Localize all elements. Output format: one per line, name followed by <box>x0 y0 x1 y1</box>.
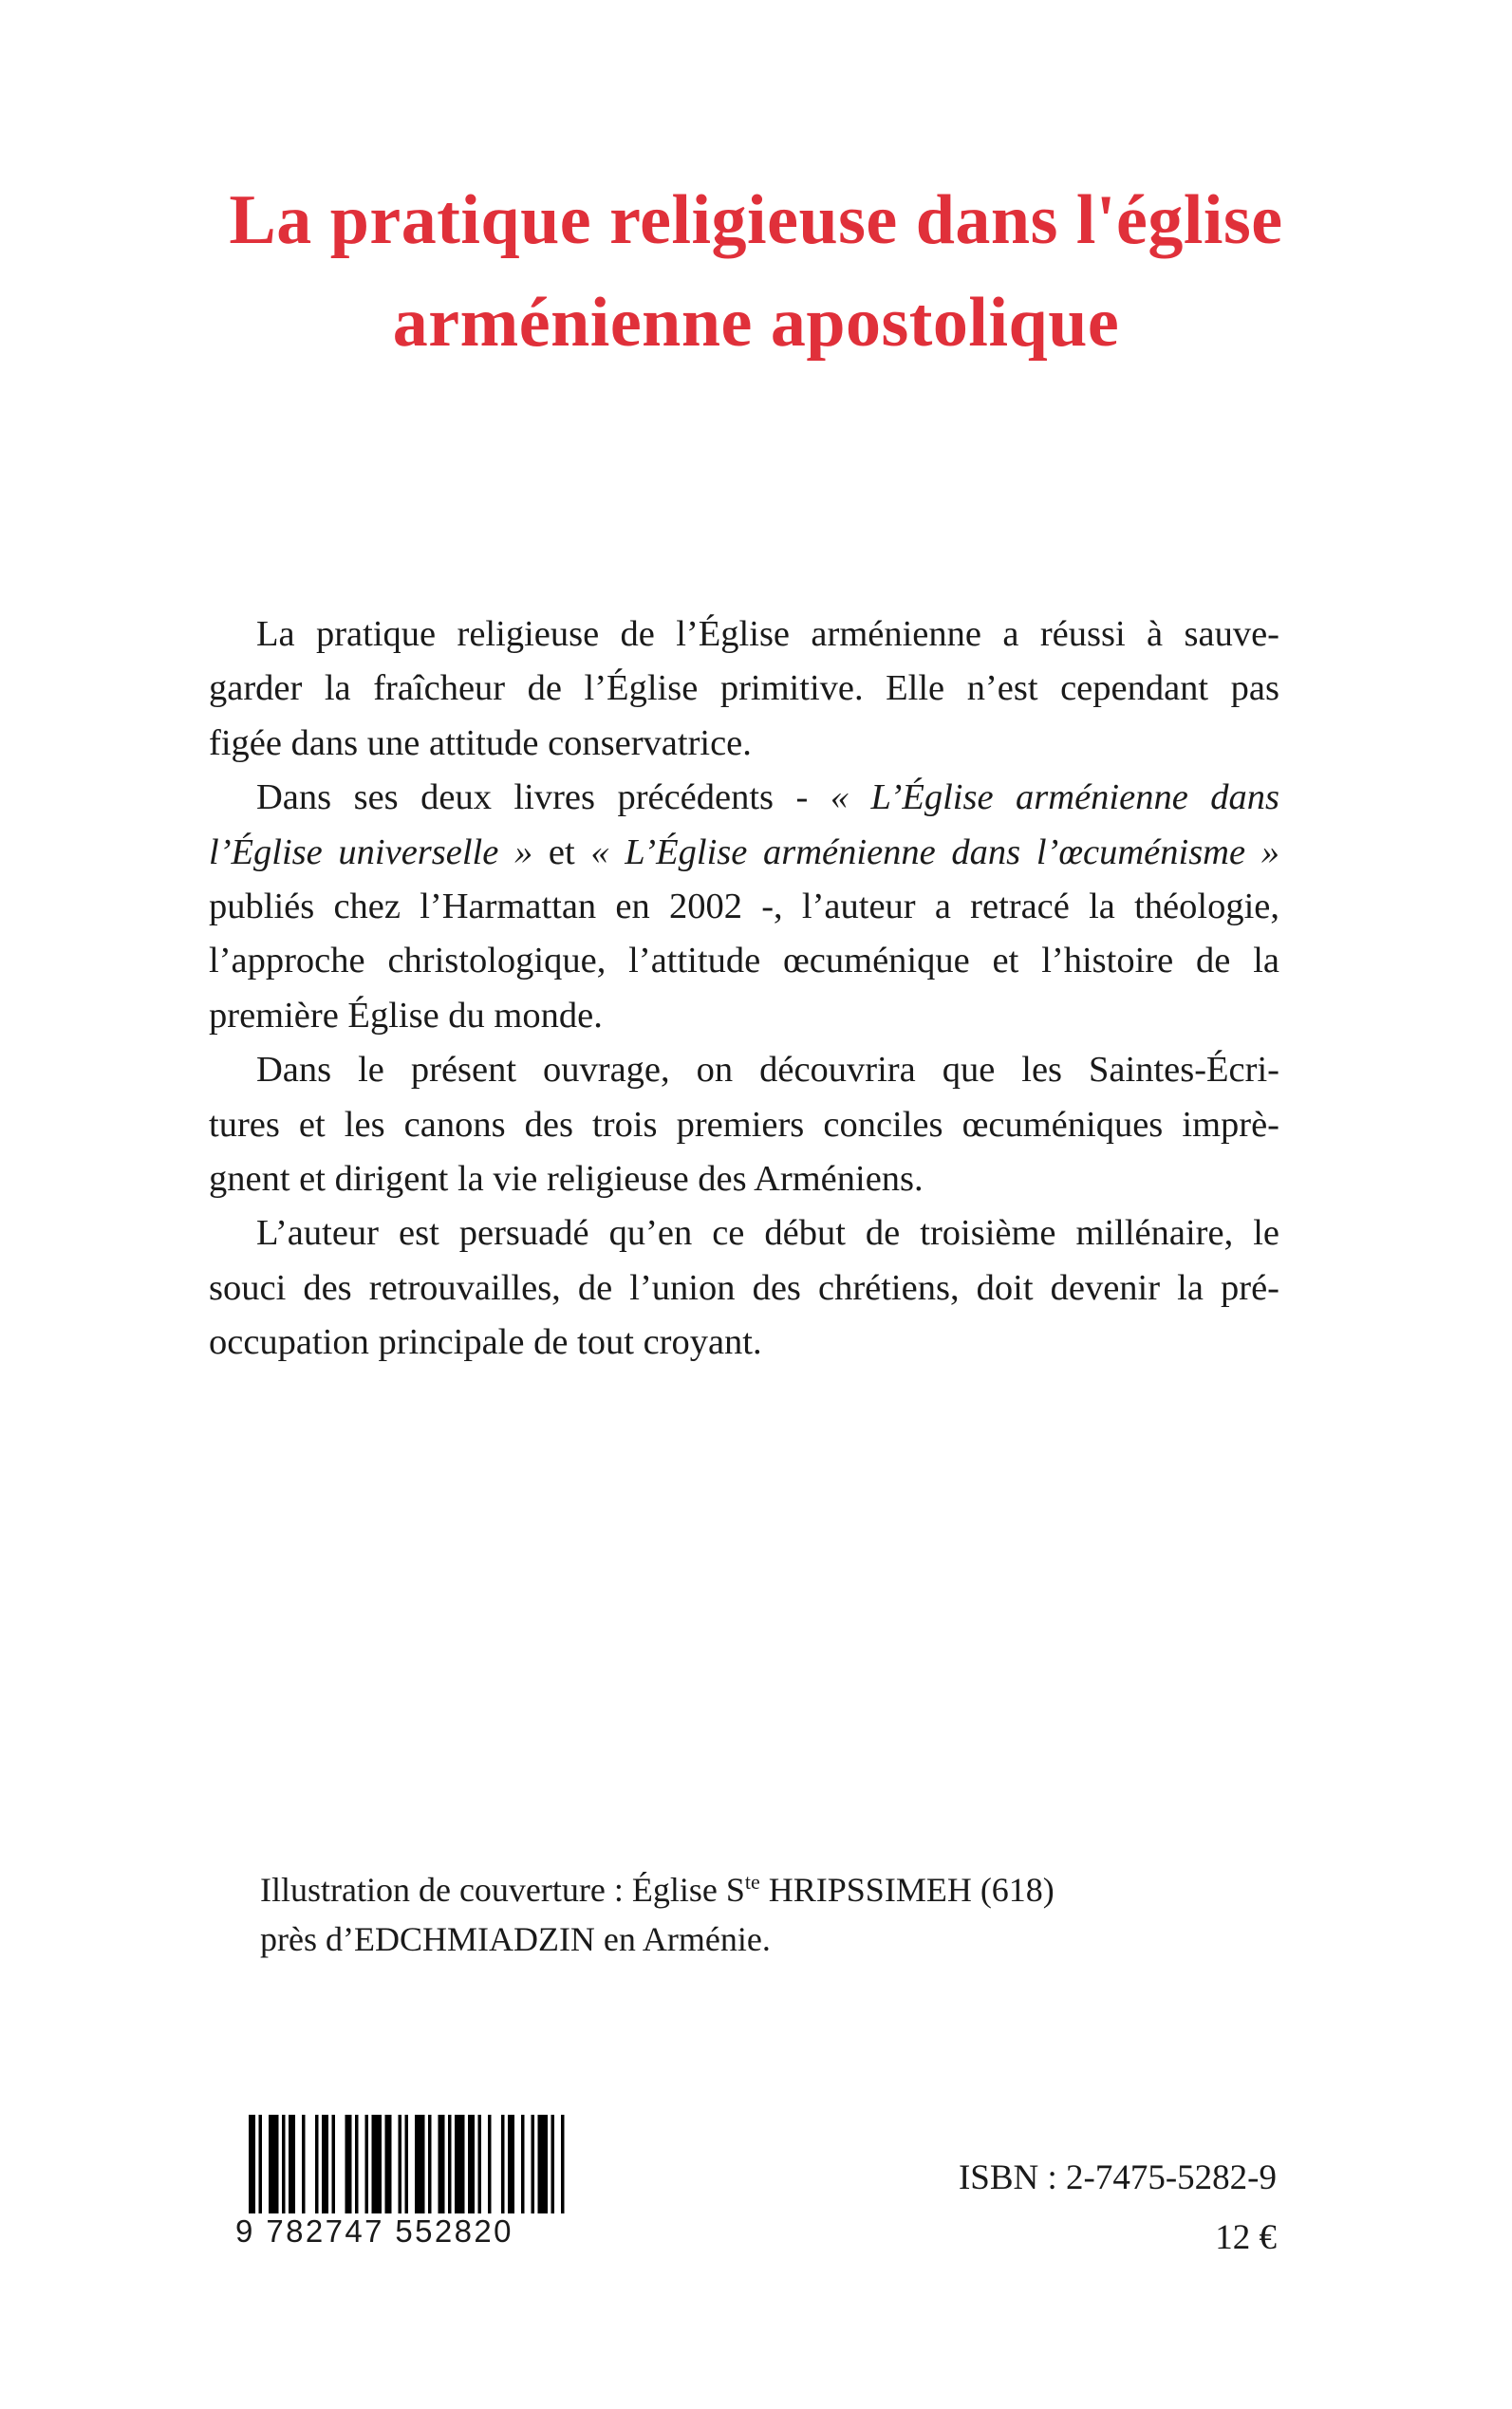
blurb-line: figée dans une attitude conservatrice. <box>209 722 752 763</box>
barcode-bar <box>448 2115 452 2213</box>
blurb-text-run: Dans ses deux livres précédents - <box>256 777 831 818</box>
barcode-bar <box>322 2115 328 2213</box>
book-reference-1-end: l’Église universelle » <box>209 831 533 872</box>
blurb-line: l’approche christologique, l’attitude œcuménique et l’histoire de la <box>209 941 1279 981</box>
blurb-line <box>209 826 1279 880</box>
blurb-line: garder la fraîcheur de l’Église primitive. Elle n’est cependant pas <box>209 668 1279 709</box>
barcode-bar <box>372 2115 383 2213</box>
barcode-bar <box>428 2115 432 2213</box>
isbn: ISBN : 2-7475-5282-9 <box>958 2158 1277 2197</box>
barcode-bar <box>289 2115 295 2213</box>
caption-line-1 <box>260 1865 1055 1914</box>
book-reference-2: « L’Église arménienne dans l’œcuménisme » <box>590 831 1279 872</box>
blurb-text-run: et <box>532 831 591 872</box>
blurb-line: publiés chez l’Harmattan en 2002 -, l’auteur a retracé la théologie, <box>209 887 1279 927</box>
book-reference-1: « L’Église arménienne dans <box>830 777 1279 818</box>
blurb-line: tures et les canons des trois premiers conciles œcuméniques imprè- <box>209 1104 1279 1145</box>
barcode-bar <box>345 2115 352 2213</box>
barcode-bar <box>332 2115 336 2213</box>
barcode-bar <box>532 2115 535 2213</box>
barcode-bar <box>501 2115 505 2213</box>
price: 12 € <box>1215 2218 1277 2257</box>
blurb-line: souci des retrouvailles, de l’union des chrétiens, doit devenir la pré- <box>209 1267 1279 1308</box>
barcode-bar <box>488 2115 492 2213</box>
barcode-bar <box>468 2115 475 2213</box>
cover-illustration-caption <box>260 1865 1055 1964</box>
barcode-bar <box>365 2115 369 2213</box>
title-line-1: La pratique religieuse dans l'église <box>229 181 1283 259</box>
barcode <box>235 2115 575 2257</box>
barcode-bar <box>508 2115 514 2213</box>
title-line-2: arménienne apostolique <box>392 284 1120 362</box>
barcode-bar <box>399 2115 402 2213</box>
barcode-bar <box>259 2115 263 2213</box>
blurb-line: première Église du monde. <box>209 995 603 1036</box>
barcode-bar <box>269 2115 279 2213</box>
blurb-line: Dans le présent ouvrage, on découvrira que les Saintes-Écri- <box>256 1050 1279 1091</box>
blurb-line <box>209 771 1279 825</box>
blurb-line: gnent et dirigent la vie religieuse des Arméniens. <box>209 1159 924 1200</box>
barcode-bar <box>355 2115 359 2213</box>
barcode-digits: 9 782747 552820 <box>235 2213 513 2249</box>
barcode-bar <box>249 2115 255 2213</box>
book-title <box>0 169 1512 374</box>
barcode-bars <box>235 2115 575 2213</box>
caption-superscript: te <box>744 1870 760 1894</box>
blurb-line: La pratique religieuse de l’Église arménienne a réussi à sauve- <box>256 614 1279 654</box>
barcode-bar <box>561 2115 565 2213</box>
barcode-bar <box>405 2115 409 2213</box>
barcode-bar <box>315 2115 319 2213</box>
barcode-bar <box>478 2115 482 2213</box>
blurb-text <box>209 607 1279 1371</box>
barcode-bar <box>302 2115 306 2213</box>
barcode-bar <box>282 2115 286 2213</box>
blurb-line: L’auteur est persuadé qu’en ce début de troisième millénaire, le <box>256 1213 1279 1254</box>
barcode-bar <box>538 2115 549 2213</box>
caption-text-run: Illustration de couverture : Église S <box>260 1871 745 1909</box>
barcode-bar <box>521 2115 525 2213</box>
blurb-line: occupation principale de tout croyant. <box>209 1322 762 1363</box>
barcode-bar <box>385 2115 392 2213</box>
barcode-bar <box>551 2115 555 2213</box>
caption-text-run: HRIPSSIMEH (618) <box>759 1871 1055 1909</box>
barcode-bar <box>439 2115 445 2213</box>
barcode-bar <box>415 2115 425 2213</box>
barcode-bar <box>455 2115 465 2213</box>
caption-line-2: près d’EDCHMIADZIN en Arménie. <box>260 1920 771 1958</box>
